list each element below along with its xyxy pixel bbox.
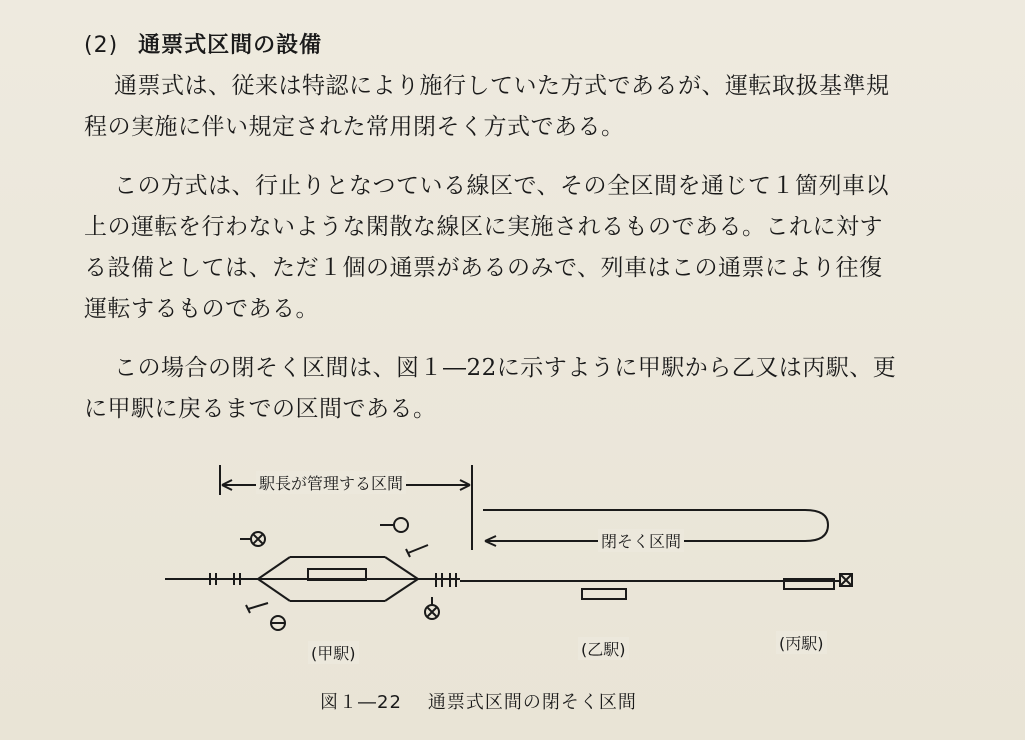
paragraph-3 — [84, 348, 964, 430]
label-station-a: (甲駅) — [308, 641, 359, 664]
buffer-stop-cross — [840, 574, 852, 586]
label-managed-section: 駅長が管理する区間 — [256, 471, 406, 494]
paragraph-line: この場合の閉そく区間は、図１―22に示すように甲駅から乙又は丙駅、更 — [114, 355, 897, 381]
paragraph-line: 運転するものである。 — [84, 296, 319, 322]
loop-left-up — [258, 557, 290, 579]
figure-title: 通票式区間の閉そく区間 — [427, 692, 637, 713]
loop-right-up — [385, 579, 418, 601]
paragraph-line: に甲駅に戻るまでの区間である。 — [84, 396, 437, 422]
section-title: 通票式区間の設備 — [138, 33, 323, 58]
block-loop-curve — [805, 510, 828, 541]
section-number: (2) — [84, 33, 119, 58]
loop-right-down — [385, 557, 418, 579]
switch-lever-left — [246, 603, 268, 613]
label-block-section: 閉そく区間 — [598, 529, 684, 552]
paragraph-line: 上の運転を行わないような閑散な線区に実施されるものである。これに対す — [84, 214, 883, 240]
figure-number: 図１―22 — [320, 692, 402, 713]
paragraph-2 — [84, 166, 964, 330]
track-diagram — [150, 455, 870, 665]
section-heading — [84, 28, 322, 59]
loop-left-down — [258, 579, 290, 601]
signal-2-lamp — [394, 518, 408, 532]
paragraph-line: この方式は、行止りとなつている線区で、その全区間を通じて１箇列車以 — [114, 173, 890, 199]
paragraph-line: 通票式は、従来は特認により施行していた方式であるが、運転取扱基準規 — [114, 73, 890, 99]
label-station-b: (乙駅) — [578, 637, 629, 660]
paragraph-line: 程の実施に伴い規定された常用閉そく方式である。 — [84, 114, 625, 140]
switch-lever-right — [406, 545, 428, 557]
figure-caption — [320, 688, 637, 714]
platform-station-b — [582, 589, 626, 599]
paragraph-line: る設備としては、ただ１個の通票があるのみで、列車はこの通票により往復 — [84, 255, 883, 281]
paragraph-1 — [84, 66, 964, 148]
label-station-c: (丙駅) — [776, 631, 827, 654]
